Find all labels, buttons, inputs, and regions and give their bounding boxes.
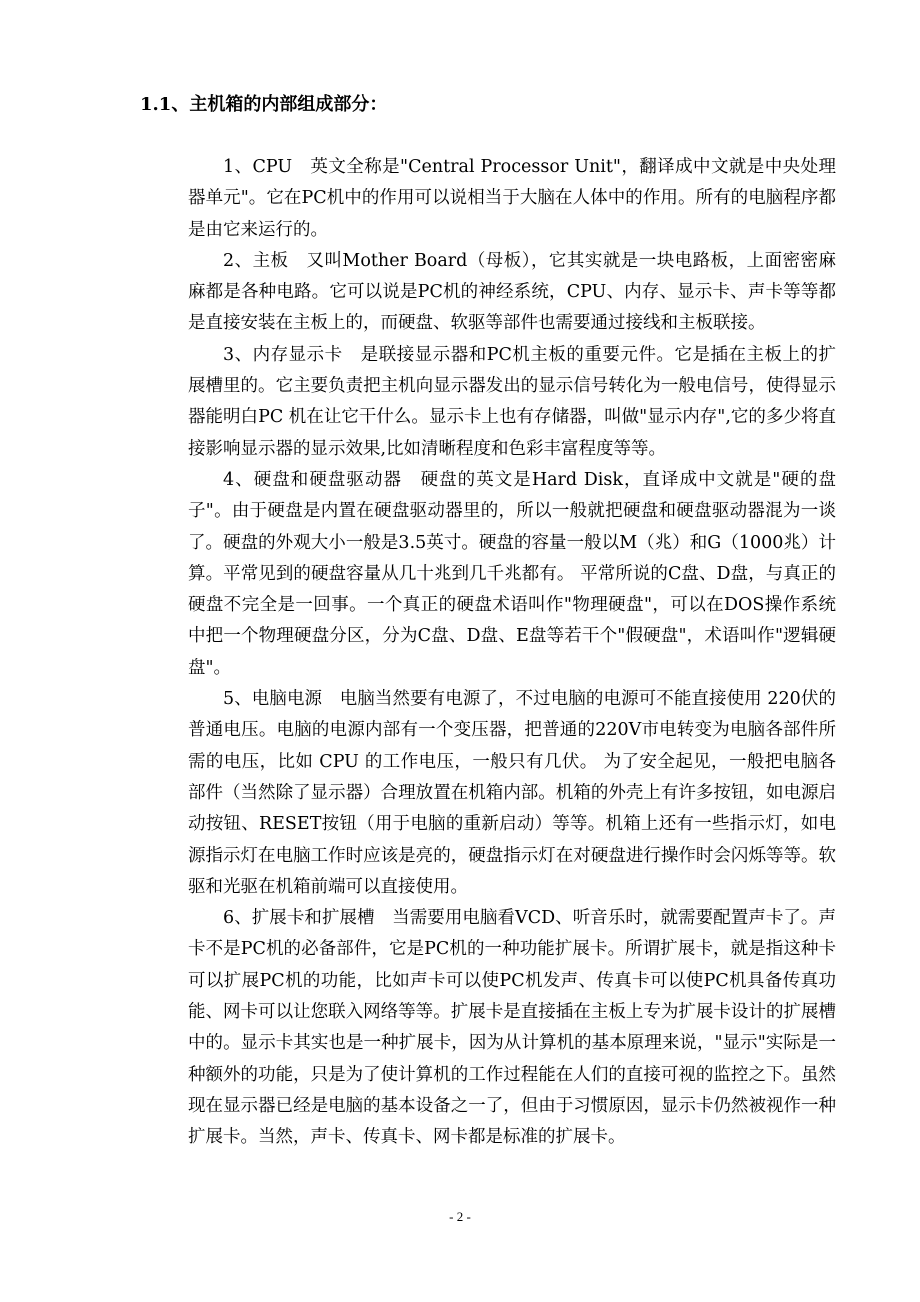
paragraph-expansion-card: 6、扩展卡和扩展槽 当需要用电脑看VCD、听音乐时，就需要配置声卡了。声卡不是PC机的必备部件，它是PC机的一种功能扩展卡。所谓扩展卡，就是指这种卡可以扩展PC机的功能，比如声卡可以使PC机发声、传真卡可以使PC机具备传真功能、网卡可以让您联入网络等等。扩展卡是直接插在主板上专为扩展卡设计的扩展槽中的。显示卡其实也是一种扩展卡，因为从计算机的基本原理来说，"显示"实际是一种额外的功能，只是为了使计算机的工作过程能在人们的直接可视的监控之下。虽然现在显示器已经是电脑的基本设备之一了，但由于习惯原因，显示卡仍然被视作一种扩展卡。当然，声卡、传真卡、网卡都是标准的扩展卡。	[188, 908, 836, 1148]
section-heading: 1.1、主机箱的内部组成部分：	[140, 94, 388, 115]
page-number: - 2 -	[449, 1209, 471, 1224]
paragraph-power-supply: 5、电脑电源 电脑当然要有电源了，不过电脑的电源可不能直接使用 220伏的普通电压。电脑的电源内部有一个变压器，把普通的220V市电转变为电脑各部件所需的电压，比如 CPU 的工作电压，一般只有几伏。 为了安全起见，一般把电脑各部件（当然除了显示器）合理放置在机箱内部。机箱的外壳上有许多按钮，如电源启动按钮、RESET按钮（用于电脑的重新启动）等等。机箱上还有一些指示灯，如电源指示灯在电脑工作时应该是亮的，硬盘指示灯在对硬盘进行操作时会闪烁等等。软驱和光驱在机箱前端可以直接使用。	[188, 689, 836, 897]
paragraph-display-card: 3、内存显示卡 是联接显示器和PC机主板的重要元件。它是插在主板上的扩展槽里的。它主要负责把主机向显示器发出的显示信号转化为一般电信号，使得显示器能明白PC 机在让它干什么。显示卡上也有存储器，叫做"显示内存",它的多少将直接影响显示器的显示效果,比如清晰程度和色彩丰富程度等等。	[188, 344, 836, 459]
paragraph-motherboard: 2、主板 又叫Mother Board（母板），它其实就是一块电路板，上面密密麻麻都是各种电路。它可以说是PC机的神经系统，CPU、内存、显示卡、声卡等等都是直接安装在主板上的，而硬盘、软驱等部件也需要通过接线和主板联接。	[188, 250, 836, 334]
body-text	[188, 152, 836, 1154]
paragraph-hard-disk: 4、硬盘和硬盘驱动器 硬盘的英文是Hard Disk，直译成中文就是"硬的盘子"。由于硬盘是内置在硬盘驱动器里的，所以一般就把硬盘和硬盘驱动器混为一谈了。硬盘的外观大小一般是3.5英寸。硬盘的容量一般以M（兆）和G（1000兆）计算。平常见到的硬盘容量从几十兆到几千兆都有。 平常所说的C盘、D盘，与真正的硬盘不完全是一回事。一个真正的硬盘术语叫作"物理硬盘"，可以在DOS操作系统中把一个物理硬盘分区，分为C盘、D盘、E盘等若干个"假硬盘"，术语叫作"逻辑硬盘"。	[188, 469, 836, 678]
paragraph-cpu: 1、CPU 英文全称是"Central Processor Unit"，翻译成中文就是中央处理器单元"。它在PC机中的作用可以说相当于大脑在人体中的作用。所有的电脑程序都是由它来运行的。	[188, 157, 836, 240]
